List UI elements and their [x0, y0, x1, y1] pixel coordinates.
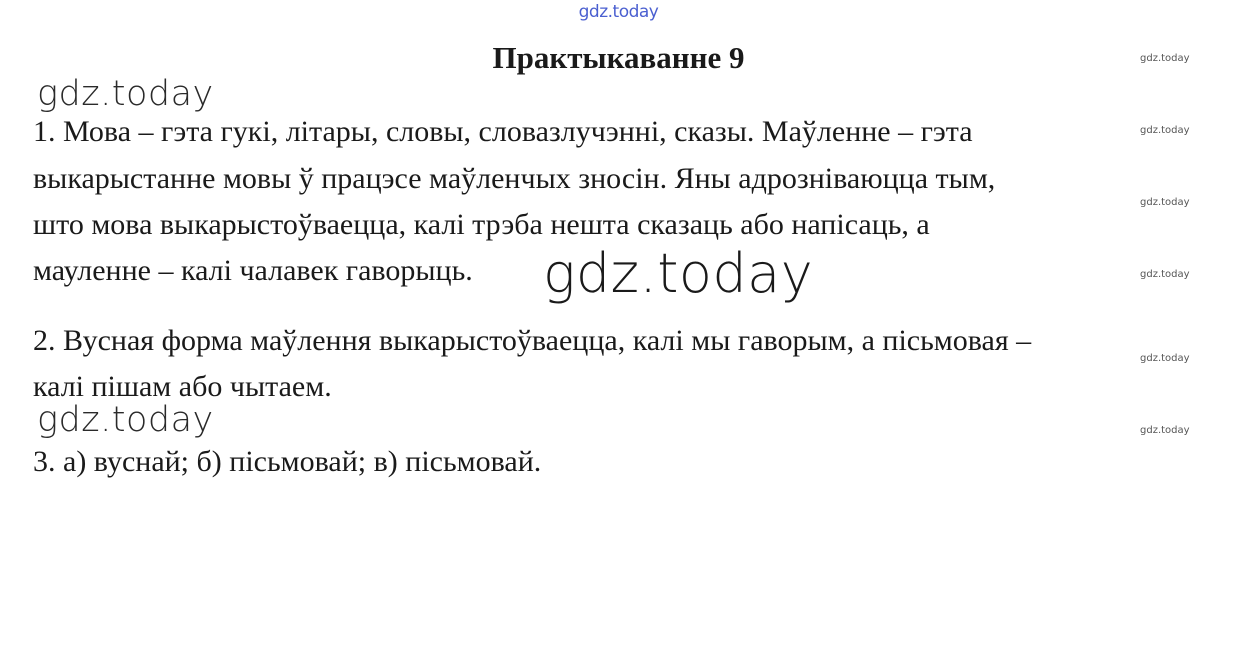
watermark-small-4: gdz.today: [1140, 269, 1190, 280]
answer-2-line-2: калі пішам або чытаем.: [33, 370, 332, 403]
answer-1-line-2: выкарыстанне мовы ў працэсе маўленчых зносін. Яны адрозніваюцца тым,: [33, 162, 996, 195]
answer-2-line-1: 2. Вусная форма маўлення выкарыстоўваецца, калі мы гаворым, а пісьмовая –: [33, 324, 1032, 357]
watermark-large: gdz.today: [543, 242, 814, 305]
watermark-top: gdz.today: [578, 2, 659, 22]
watermark-small-3: gdz.today: [1140, 197, 1190, 208]
page-title: Практыкаванне 9: [492, 40, 745, 75]
answer-1-line-4: мауленне – калі чалавек гаворыць.: [33, 254, 473, 287]
watermark-small-5: gdz.today: [1140, 353, 1190, 364]
watermark-small-6: gdz.today: [1140, 425, 1190, 436]
answer-3-line-1: 3. а) вуснай; б) пісьмовай; в) пісьмовай.: [33, 445, 542, 478]
answer-1-line-1: 1. Мова – гэта гукі, літары, словы, словазлучэнні, сказы. Маўленне – гэта: [33, 115, 973, 148]
watermark-medium-1: gdz.today: [37, 74, 214, 114]
answer-1-line-3: што мова выкарыстоўваецца, калі трэба нешта сказаць або напісаць, а: [33, 208, 930, 241]
watermark-small-2: gdz.today: [1140, 125, 1190, 136]
watermark-medium-2: gdz.today: [37, 400, 214, 440]
watermark-small-1: gdz.today: [1140, 53, 1190, 64]
